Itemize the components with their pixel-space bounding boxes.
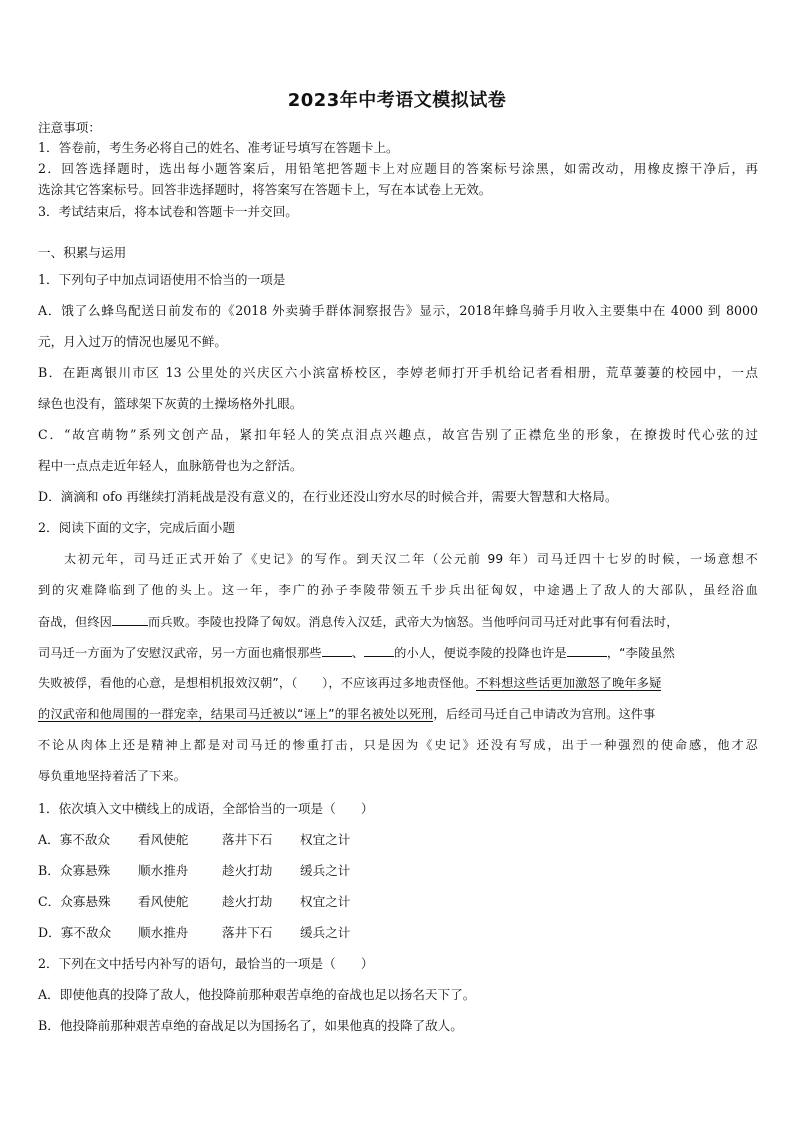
underlined-sentence: 的汉武帝和他周围的一群宠幸，结果司马迁被以“诬上”的罪名被处以死刑 xyxy=(38,707,434,721)
passage-text: ，后经司马迁自己申请改为宫刑。这件事 xyxy=(433,707,656,721)
option-label: D．寡不敌众 xyxy=(38,925,112,940)
option-word: 顺水推舟 xyxy=(138,925,189,940)
option-word: 看风使舵 xyxy=(138,894,189,909)
fill-blank-1[interactable] xyxy=(112,613,148,626)
option-word: 权宜之计 xyxy=(300,894,351,909)
q1-option-c-line2: 程中一点点走近年轻人，血脉筋骨也为之舒活。 xyxy=(38,458,303,473)
option-word: 趁火打劫 xyxy=(222,894,273,909)
option-word: 看风使舵 xyxy=(138,832,189,847)
option-word: 顺水推舟 xyxy=(138,863,189,878)
fill-blank-3[interactable] xyxy=(364,644,394,657)
q1-option-b-line1: B．在距离银川市区 13 公里处的兴庆区六小滨富桥校区，李婷老师打开手机给记者看相册，荒草萋萋的校园中，一点 xyxy=(38,365,758,380)
option-word: 落井下石 xyxy=(222,925,273,940)
option-word: 落井下石 xyxy=(222,832,273,847)
option-label: C．众寡悬殊 xyxy=(38,894,111,909)
passage-text: 失败被俘，看他的心意，是想相机报效汉朝”，（ ），不应该再过多地责怪他。 xyxy=(38,676,477,690)
page-title: 2023年中考语文模拟试卷 xyxy=(287,90,507,111)
sub1-stem: 1．依次填入文中横线上的成语，全部恰当的一项是（ ） xyxy=(38,801,374,816)
underlined-sentence: 不料想这些话更加激怒了晚年多疑 xyxy=(476,676,662,690)
notice-line-3: 3．考试结束后，将本试卷和答题卡一并交回。 xyxy=(38,204,298,219)
passage-line-3 xyxy=(38,613,758,630)
passage-line-7: 不论从肉体上还是精神上都是对司马迁的惨重打击，只是因为《史记》还没有写成，出于一种强烈的使命感，他才忍 xyxy=(38,738,758,752)
q2-stem: 2．阅读下面的文字，完成后面小题 xyxy=(38,520,235,535)
passage-line-6 xyxy=(38,706,758,722)
q1-option-b-line2: 绿色也没有，篮球架下灰黄的土操场格外扎眼。 xyxy=(38,396,303,411)
passage-line-2: 到的灾难降临到了他的头上。这一年，李广的孙子李陵带领五千步兵出征匈奴，中途遇上了敌人的大部队，虽经浴血 xyxy=(38,583,758,597)
passage-line-8: 辱负重地坚持着活了下来。 xyxy=(38,769,187,783)
passage-text: 奋战，但终因 xyxy=(38,615,113,629)
notice-heading: 注意事项： xyxy=(38,120,101,135)
sub2-option-a: A．即使他真的投降了敌人，他投降前那种艰苦卓绝的奋战也足以扬名天下了。 xyxy=(38,987,476,1002)
passage-line-5 xyxy=(38,675,758,691)
passage-text: 的小人，便说李陵的投降也许是 xyxy=(394,646,567,660)
fill-blank-2[interactable] xyxy=(322,644,352,657)
q1-option-d: D．滴滴和 ofo 再继续打消耗战是没有意义的，在行业还没山穷水尽的时候合并，需要大智慧和大格局。 xyxy=(38,489,618,504)
q1-option-a-line2: 元，月入过万的情况也屡见不鲜。 xyxy=(38,334,227,349)
option-label: B．众寡悬殊 xyxy=(38,863,111,878)
passage-text: 司马迁一方面为了安慰汉武帝，另一方面也痛恨那些 xyxy=(38,646,322,660)
passage-text: 、 xyxy=(351,646,365,660)
sub2-option-b: B．他投降前那种艰苦卓绝的奋战足以为国扬名了，如果他真的投降了敌人。 xyxy=(38,1018,463,1033)
passage-text: ，“李陵虽然 xyxy=(606,646,675,660)
notice-line-1: 1．答卷前，考生务必将自己的姓名、准考证号填写在答题卡上。 xyxy=(38,140,399,155)
passage-text: 而兵败。李陵也投降了匈奴。消息传入汉廷，武帝大为恼怒。当他呼问司马迁对此事有何看法时， xyxy=(148,615,679,629)
sub2-stem: 2．下列在文中括号内补写的语句，最恰当的一项是（ ） xyxy=(38,956,374,971)
option-word: 权宜之计 xyxy=(300,832,351,847)
q1-stem: 1．下列句子中加点词语使用不恰当的一项是 xyxy=(38,272,286,287)
option-word: 趁火打劫 xyxy=(222,863,273,878)
fill-blank-4[interactable] xyxy=(567,644,607,657)
passage-line-4 xyxy=(38,644,758,661)
notice-line-2b: 选涂其它答案标号。回答非选择题时，将答案写在答题卡上，写在本试卷上无效。 xyxy=(38,182,492,197)
notice-line-2a: 2．回答选择题时，选出每小题答案后，用铅笔把答题卡上对应题目的答案标号涂黑，如需改动，用橡皮擦干净后，再 xyxy=(38,161,758,176)
section-heading: 一、积累与运用 xyxy=(38,245,127,260)
q1-option-c-line1: C．“故宫萌物”系列文创产品，紧扣年轻人的笑点泪点兴趣点，故宫告别了正襟危坐的形象，在撩拨时代心弦的过 xyxy=(38,427,758,442)
option-word: 缓兵之计 xyxy=(300,925,351,940)
option-label: A．寡不敌众 xyxy=(38,832,111,847)
option-word: 缓兵之计 xyxy=(300,863,351,878)
passage-line-1: 太初元年，司马迁正式开始了《史记》的写作。到天汉二年（公元前 99 年）司马迁四十七岁的时候，一场意想不 xyxy=(64,552,758,566)
q1-option-a-line1: A．饿了么蜂鸟配送日前发布的《2018 外卖骑手群体洞察报告》显示，2018年蜂鸟骑手月收入主要集中在 4000 到 8000 xyxy=(38,303,758,318)
